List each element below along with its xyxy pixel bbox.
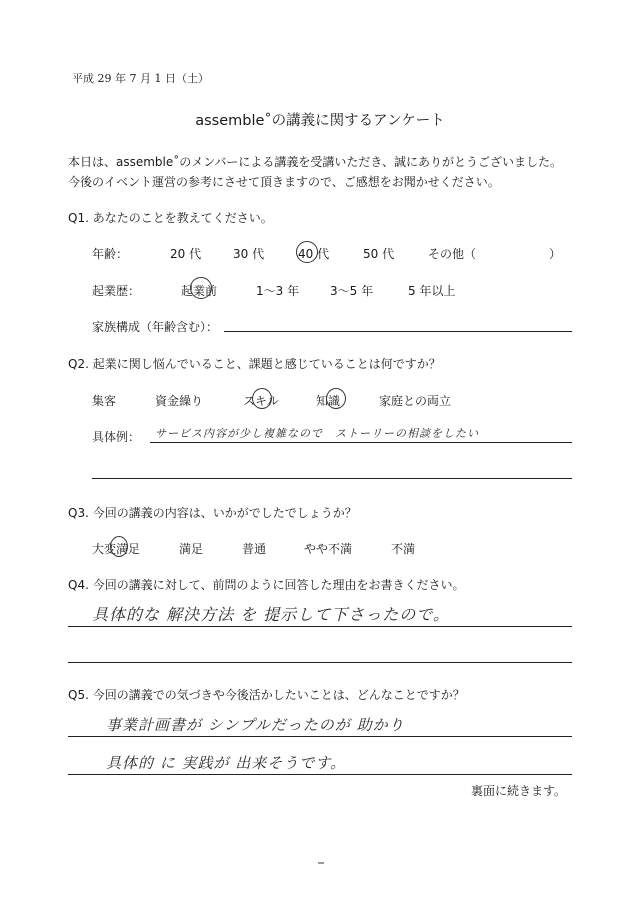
issue-option-knowledge[interactable]: 知識 [316, 394, 341, 408]
age-option-20[interactable]: 20 代 [170, 247, 202, 261]
q4-answer-line[interactable] [68, 626, 572, 627]
family-answer-line[interactable] [224, 331, 572, 332]
rating-option-very-satisfied[interactable]: 大変満足 [92, 542, 141, 556]
q3-question: Q3. 今回の講義の内容は、いかがでしたでしょうか？ [68, 506, 357, 520]
issue-option-cashflow[interactable]: 資金繰り [155, 394, 204, 408]
age-option-40[interactable]: 40 代 [298, 247, 330, 261]
selected-circle-mark [326, 388, 346, 409]
selected-circle-mark [190, 277, 212, 299]
q5-question: Q5. 今回の講義での気づきや今後活かしたいことは、どんなことですか？ [68, 688, 465, 702]
issue-option-family-balance[interactable]: 家庭との両立 [379, 394, 452, 408]
page-title: assemble˚の講義に関するアンケート [195, 113, 445, 129]
intro-line-1: 本日は、assemble˚のメンバーによる講義を受講いただき、誠にありがとうございました。 [68, 155, 562, 169]
career-label: 起業歴： [92, 284, 141, 298]
rating-option-neutral[interactable]: 普通 [242, 542, 267, 556]
q5-answer-line-2[interactable] [68, 774, 572, 775]
age-option-other-close: ） [549, 247, 562, 261]
example-answer-line-2[interactable] [92, 478, 572, 479]
rating-option-somewhat-dissatisfied[interactable]: やや不満 [304, 542, 353, 556]
q1-question: Q1. あなたのことを教えてください。 [68, 211, 273, 225]
scan-mark [318, 862, 324, 864]
example-answer-line[interactable] [150, 442, 572, 443]
selected-circle-mark [252, 388, 272, 409]
career-option-1-3[interactable]: 1〜3 年 [256, 284, 300, 298]
age-option-50[interactable]: 50 代 [363, 247, 395, 261]
q5-handwritten-answer-line-1: 事業計画書が シンプルだったのが 助かり [106, 716, 405, 734]
q4-answer-line-2[interactable] [68, 662, 572, 663]
q4-handwritten-answer: 具体的な 解決方法 を 提示して下さったので。 [92, 605, 450, 624]
selected-circle-mark [296, 241, 318, 263]
age-option-other[interactable]: その他（ [428, 247, 477, 261]
career-option-5-plus[interactable]: 5 年以上 [408, 284, 456, 298]
q2-question: Q2. 起業に関し悩んでいること、課題と感じていることは何ですか？ [68, 357, 441, 371]
career-option-3-5[interactable]: 3〜5 年 [330, 284, 374, 298]
q4-question: Q4. 今回の講義に対して、前問のように回答した理由をお書きください。 [68, 578, 465, 592]
example-label: 具体例： [92, 430, 141, 444]
age-label: 年齢： [92, 247, 129, 261]
age-option-30[interactable]: 30 代 [233, 247, 265, 261]
q2-handwritten-answer: サービス内容が少し複雑なので ストーリーの相談をしたい [155, 427, 479, 440]
date: 平成 29 年 7 月 1 日（土） [72, 72, 209, 85]
intro-line-2: 今後のイベント運営の参考にさせて頂きますので、ご感想をお聞かせください。 [68, 175, 500, 189]
family-label: 家族構成（年齢含む）： [92, 320, 219, 334]
q5-answer-line[interactable] [68, 736, 572, 737]
issue-option-customers[interactable]: 集客 [92, 394, 117, 408]
rating-option-dissatisfied[interactable]: 不満 [391, 542, 416, 556]
career-option-before[interactable]: 起業前 [181, 284, 218, 298]
continued-on-back-note: 裏面に続きます。 [470, 784, 566, 798]
issue-option-skill[interactable]: スキル [243, 394, 279, 408]
selected-circle-mark [110, 536, 128, 557]
rating-option-satisfied[interactable]: 満足 [179, 542, 204, 556]
q5-handwritten-answer-line-2: 具体的 に 実践が 出来そうです。 [106, 754, 347, 772]
